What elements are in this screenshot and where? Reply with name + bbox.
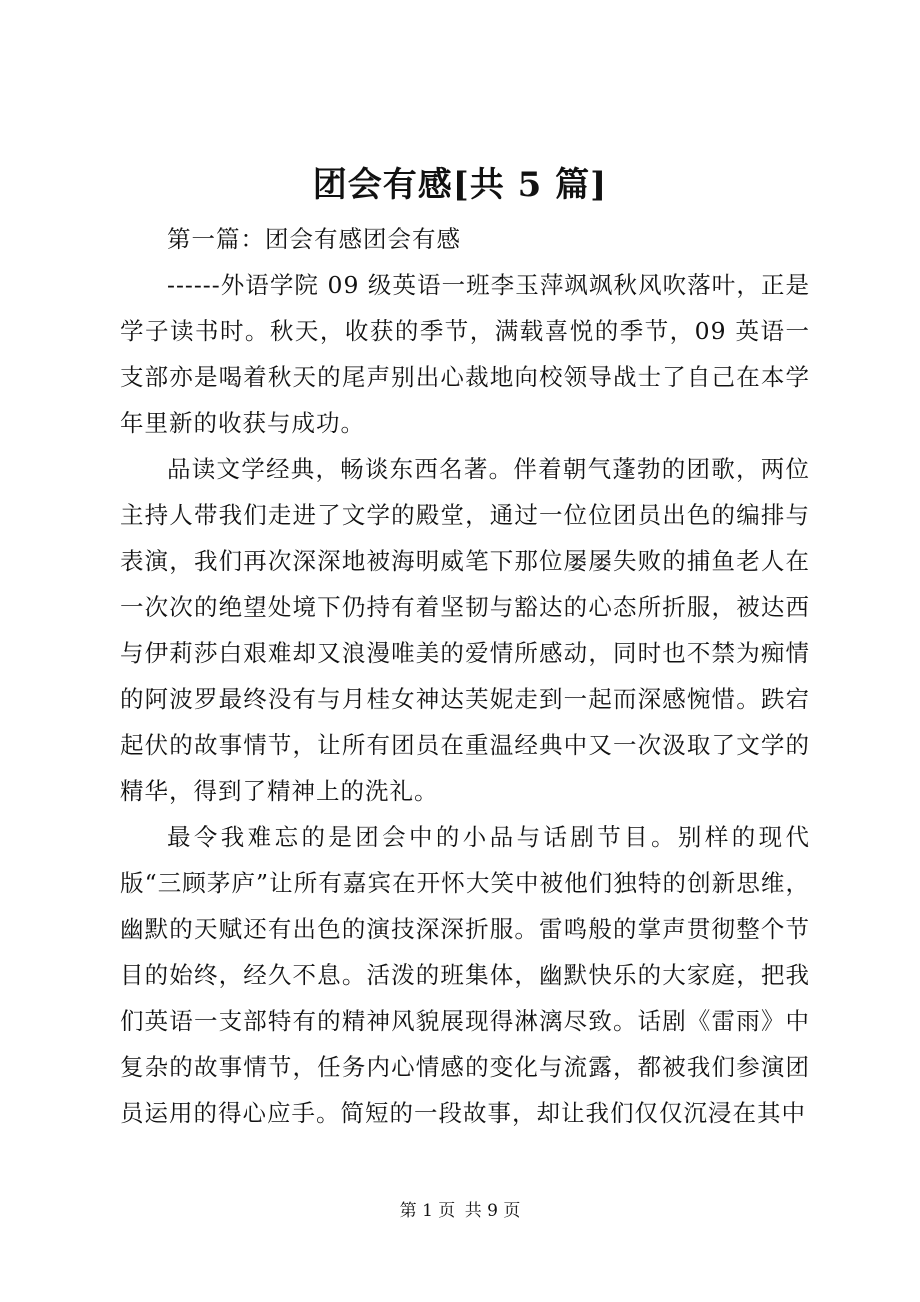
page-footer [0, 1198, 920, 1224]
document-body [120, 216, 810, 1136]
paragraph-3: 最令我难忘的是团会中的小品与话剧节目。别样的现代版“三顾茅庐”让所有嘉宾在开怀大笑中被他们独特的创新思维，幽默的天赋还有出色的演技深深折服。雷鸣般的掌声贯彻整个节目的始终，经久不息。活泼的班集体，幽默快乐的大家庭，把我们英语一支部特有的精神风貌展现得淋漓尽致。话剧《雷雨》中复杂的故事情节，任务内心情感的变化与流露，都被我们参演团员运用的得心应手。简短的一段故事，却让我们仅仅沉浸在其中 [120, 823, 810, 1127]
paragraph-1: ------外语学院 09 级英语一班李玉萍飒飒秋风吹落叶，正是学子读书时。秋天，收获的季节，满载喜悦的季节，09 英语一支部亦是喝着秋天的尾声别出心裁地向校领导战士了自己在本学年里新的收获与成功。 [120, 271, 810, 437]
paragraph-2: 品读文学经典，畅谈东西名著。伴着朝气蓬勃的团歌，两位主持人带我们走进了文学的殿堂，通过一位位团员出色的编排与表演，我们再次深深地被海明威笔下那位屡屡失败的捕鱼老人在一次次的绝望处境下仍持有着坚韧与豁达的心态所折服，被达西与伊莉莎白艰难却又浪漫唯美的爱情所感动，同时也不禁为痴情的阿波罗最终没有与月桂女神达芙妮走到一起而深感惋惜。跌宕起伏的故事情节，让所有团员在重温经典中又一次汲取了文学的精华，得到了精神上的洗礼。 [120, 455, 810, 805]
page-total: 共 9 页 [464, 1201, 521, 1221]
document-title: 团会有感[共 5 篇] [312, 165, 608, 205]
section-heading: 第一篇：团会有感团会有感 [167, 225, 461, 253]
page-number: 第 1 页 [399, 1201, 456, 1221]
